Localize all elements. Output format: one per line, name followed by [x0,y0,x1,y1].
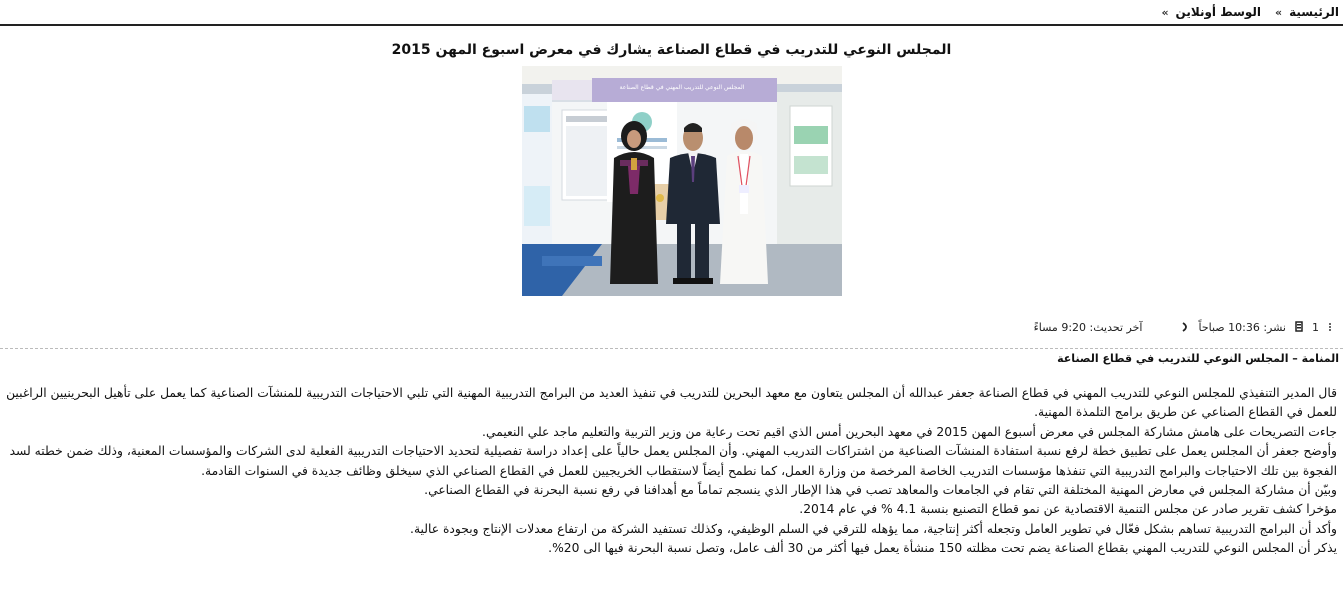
updated-label: آخر تحديث: 9:20 مساءً [1033,320,1143,334]
article-paragraph: جاءت التصريحات على هامش مشاركة المجلس في معرض أسبوع المهن 2015 في معهد البحرين أمس الذي اقيم تحت رعاية من وزير التربية والتعليم ماجد علي النعيمي. [482,424,1337,439]
article-dateline: المنامة – المجلس النوعي للتدريب في قطاع الصناعة [1057,352,1339,365]
article-paragraph: قال المدير التنفيذي للمجلس النوعي للتدريب المهني في قطاع الصناعة جعفر عبدالله أن المجلس يتعاون مع معهد البحرين للتدريب في تنفيذ العديد من البرامج التدريبية المهنية التي تلبي الاحتياجات التدريبية للمنشآت الصناعية كما يعمل على تأهيل البحرينيين الراغبين للعمل في القطاع الصناعي عن طريق برامج التلمذة المهنية. [6,386,1337,420]
breadcrumb-home-link[interactable] [1261,5,1339,19]
clock-icon [1180,321,1190,333]
article-paragraph: مؤخرا كشف تقرير صادر عن مجلس التنمية الاقتصادية عن نمو قطاع التصنيع بنسبة 4.1 % في عام 2014. [799,502,1337,517]
photo-banner-text: المجلس النوعي للتدريب المهني في قطاع الصناعة [619,84,745,91]
breadcrumb-separator: » [1161,5,1169,19]
article-meta [1034,319,1331,335]
article-body [4,384,1337,559]
published-time [1198,321,1286,334]
published-label: نشر: 10:36 صباحاً [1198,320,1286,334]
comments-count-link[interactable] [1286,321,1319,334]
meta-separator-line [0,348,1343,349]
breadcrumb-separator: » [1275,5,1283,19]
breadcrumb-section-label: الوسط أونلاين [1175,5,1262,19]
article-photo[interactable] [522,66,842,296]
article-paragraph: وأكد أن البرامج التدريبية تساهم بشكل فعّال في تطوير العامل وتجعله أكثر إنتاجية، مما يؤهله للترقي في السلم الوظيفي، وكذلك تستفيد الشركة من ارتفاع معدلات الإنتاج وبجودة عالية. [410,521,1337,536]
breadcrumb-section-link[interactable] [1147,5,1261,19]
comments-count: 1 [1312,320,1319,334]
article-paragraph: وبيّن أن مشاركة المجلس في معارض المهنية المختلفة التي تقام في الجامعات والمعاهد تصب في هذا الإطار الذي ينسجم تماماً مع أهدافنا في رفع نسبة البحرنة في القطاع الصناعي. [424,483,1337,498]
updated-time [1034,321,1143,334]
breadcrumb-home-label: الرئيسية [1289,5,1339,19]
breadcrumb [0,0,1343,26]
comment-icon [1294,321,1304,333]
article-paragraph: يذكر أن المجلس النوعي للتدريب المهني بقطاع الصناعة يضم تحت مظلته 150 منشأة يعمل فيها أكثر من 30 ألف عامل، وتصل نسبة البحرنة فيها الى 20%. [548,541,1337,556]
meta-divider [1325,323,1331,331]
article-paragraph: وأوضح جعفر أن المجلس يعمل على تطبيق خطة لرفع نسبة استفادة المنشآت الصناعية من اشتراكات التدريب المهني. وأن المجلس يعمل حالياً على إعداد دراسة تفصيلية لتحديد الاحتياجات التدريبية الفعلية لدى الشركات والمؤسسات المعنية، وذلك ضمن خطته لسد الفجوة بين تلك الاحتياجات والبرامج التدريبية التي تنفذها مؤسسات التدريب الخاصة المرخصة من وزارة العمل، كما نطمح أيضاً لاستقطاب الخريجيين للعمل في القطاع الصناعي الذي سيخلق وظائف جديدة في السنوات القادمة. [9,444,1337,478]
article-title: المجلس النوعي للتدريب في قطاع الصناعة يشارك في معرض اسبوع المهن 2015 [391,42,952,58]
article-photo-illustration [522,66,842,296]
